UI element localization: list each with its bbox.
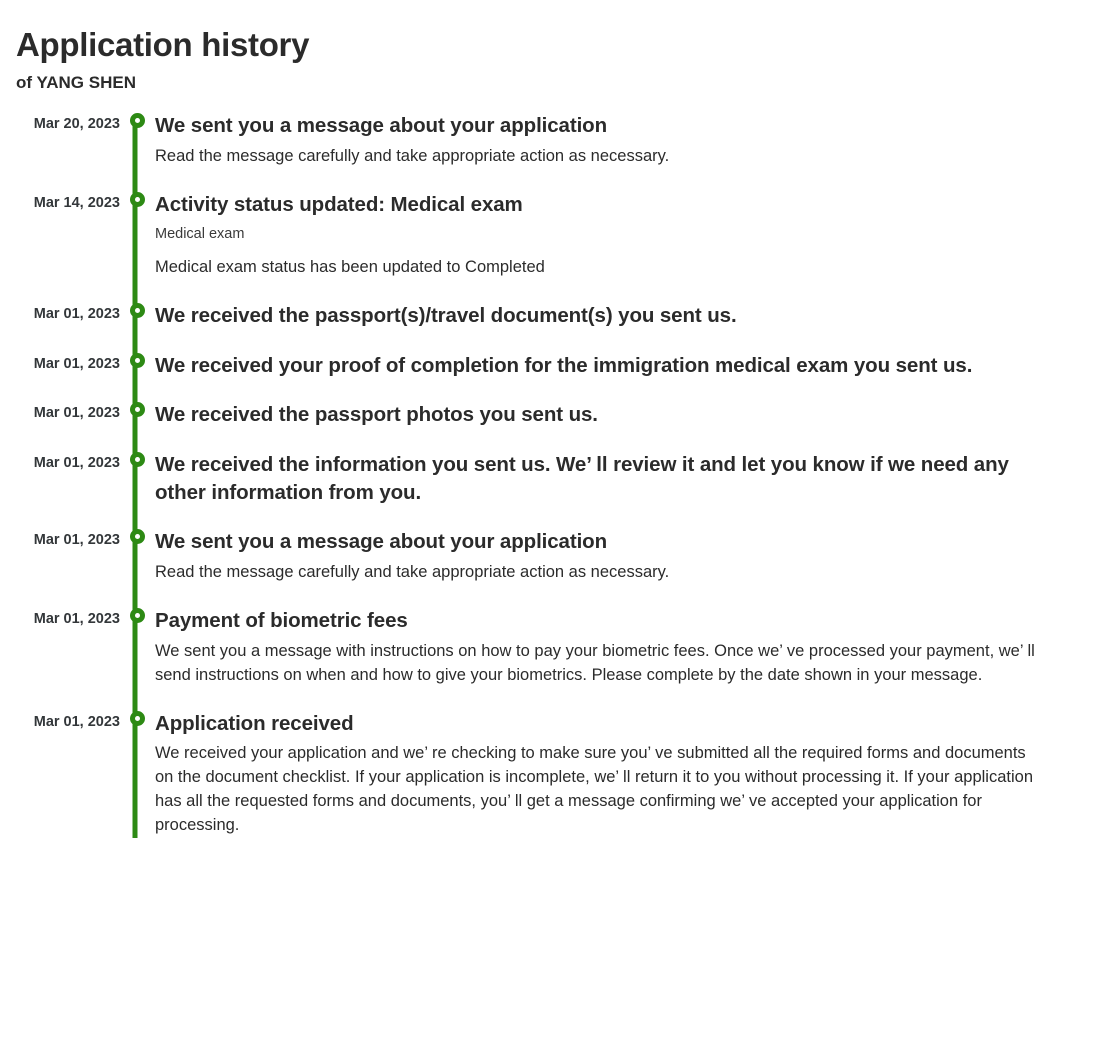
- timeline-entry-heading: We sent you a message about your application: [155, 530, 608, 554]
- timeline-entry-heading: Activity status updated: Medical exam: [155, 192, 523, 216]
- timeline-entry-date: Mar 01, 2023: [33, 355, 120, 372]
- timeline-entry-subtitle: Medical exam: [155, 225, 245, 242]
- timeline-node-icon: [130, 452, 145, 467]
- timeline-entry-heading: We received the passport photos you sent us.: [155, 403, 598, 427]
- timeline-entry-body: Read the message carefully and take appropriate action as necessary.: [155, 147, 670, 165]
- timeline-marker-cell: [120, 710, 155, 726]
- timeline-node-icon: [130, 711, 145, 726]
- timeline-marker-cell: [120, 401, 155, 417]
- timeline-marker-cell: [120, 112, 155, 128]
- timeline-entry-body: Read the message carefully and take appropriate action as necessary.: [155, 563, 670, 582]
- timeline-entry-body: We sent you a message with instructions on how to pay your biometric fees. Once we’ ve processed your payment, we’ ll send instructions on when and how to give your biometrics. Please complete by the date shown in your message.: [155, 641, 1035, 684]
- application-history-timeline: [0, 112, 1106, 838]
- timeline-entry-content: [155, 528, 1035, 585]
- timeline-entry-heading: Application received: [155, 711, 354, 735]
- timeline-marker-cell: [120, 528, 155, 544]
- timeline-entry-date: Mar 01, 2023: [33, 532, 120, 549]
- timeline-marker-cell: [120, 451, 155, 467]
- timeline-node-icon: [130, 113, 145, 128]
- timeline-entry-content: [155, 401, 1035, 429]
- timeline-entry-date: Mar 14, 2023: [33, 194, 120, 211]
- applicant-name-subtitle: of YANG SHEN: [16, 72, 136, 92]
- timeline-entry-content: [155, 710, 1035, 838]
- timeline-entry-heading: We received the information you sent us. We’ ll review it and let you know if we need any other information from you.: [155, 453, 1009, 504]
- timeline-entry-content: [155, 302, 1035, 330]
- timeline-marker-cell: [120, 191, 155, 207]
- timeline-entry-date: Mar 01, 2023: [33, 713, 120, 730]
- timeline-entry: [0, 352, 1106, 402]
- timeline-node-icon: [130, 353, 145, 368]
- timeline-marker-cell: [120, 352, 155, 368]
- timeline-entry-date: Mar 01, 2023: [33, 455, 120, 472]
- timeline-entry: [0, 112, 1106, 191]
- timeline-entry-body: Medical exam status has been updated to Completed: [155, 258, 545, 277]
- timeline-entry-heading: We received your proof of completion for the immigration medical exam you sent us.: [155, 353, 973, 377]
- timeline-entry-content: [155, 451, 1035, 506]
- timeline-entry-content: [155, 112, 1035, 169]
- timeline-entry-date: Mar 01, 2023: [33, 306, 120, 323]
- timeline-entry: [0, 401, 1106, 451]
- timeline-entry-date: Mar 01, 2023: [33, 405, 120, 422]
- timeline-entry: [0, 607, 1106, 710]
- timeline-entry: [0, 451, 1106, 528]
- timeline-node-icon: [130, 192, 145, 207]
- timeline-entry-heading: Payment of biometric fees: [155, 609, 408, 633]
- timeline-entry: [0, 302, 1106, 352]
- timeline-entry-date: Mar 20, 2023: [33, 116, 120, 133]
- timeline-node-icon: [130, 608, 145, 623]
- timeline-entry-content: [155, 191, 1035, 280]
- timeline-marker-cell: [120, 302, 155, 318]
- timeline-entry-content: [155, 352, 1035, 380]
- timeline-entry: [0, 528, 1106, 607]
- timeline-entry-heading: We sent you a message about your application: [155, 114, 608, 138]
- timeline-node-icon: [130, 303, 145, 318]
- timeline-entry: [0, 191, 1106, 302]
- page-title: Application history: [16, 26, 310, 63]
- timeline-marker-cell: [120, 607, 155, 623]
- timeline-entry-body: We received your application and we’ re checking to make sure you’ ve submitted all the required forms and documents on the document checklist. If your application is incomplete, we’ ll return it to you without processing it. If your application has all the requested forms and documents, you’ ll get a message confirming we’ ve accepted your application for processing.: [155, 744, 1033, 834]
- timeline-entry: [0, 710, 1106, 838]
- timeline-entry-date: Mar 01, 2023: [33, 611, 120, 628]
- timeline-node-icon: [130, 529, 145, 544]
- timeline-entry-content: [155, 607, 1035, 688]
- timeline-node-icon: [130, 402, 145, 417]
- timeline-entry-heading: We received the passport(s)/travel document(s) you sent us.: [155, 304, 737, 328]
